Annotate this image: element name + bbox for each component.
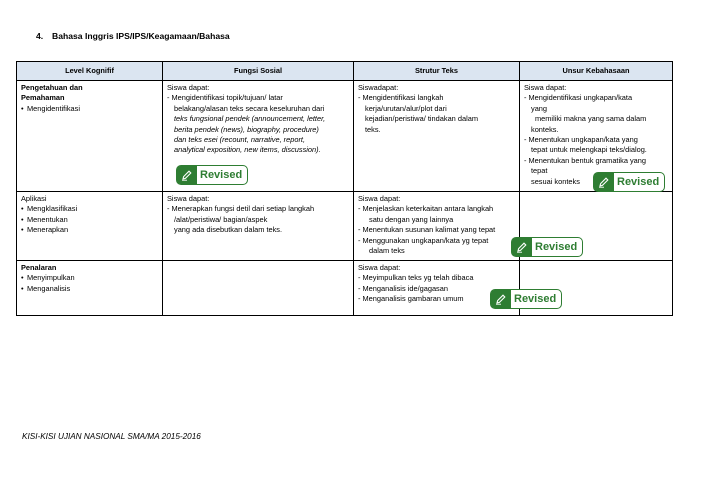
fungsi-cell	[163, 192, 354, 261]
cell-intro: Siswa dapat:	[358, 194, 401, 203]
cell-line: - Menentukan bentuk gramatika yang	[524, 155, 647, 165]
cell-line: kerja/urutan/alur/plot dari	[365, 103, 447, 113]
level-title: Pemahaman	[21, 93, 65, 103]
level-cell	[17, 192, 163, 261]
revised-stamp	[490, 289, 562, 309]
stamp-label: Revised	[200, 169, 243, 181]
cell-line: yang ada disebutkan dalam teks.	[174, 225, 283, 235]
cell-line: - Menggunakan ungkapan/kata yg tepat	[358, 235, 489, 245]
section-title: Bahasa Inggris IPS/IPS/Keagamaan/Bahasa	[52, 31, 230, 41]
stamp-label: Revised	[514, 293, 557, 305]
stamp-label: Revised	[617, 176, 660, 188]
cell-line: - Mengidentifikasi topik/tujuan/ latar	[167, 93, 283, 103]
level-title: Penalaran	[21, 263, 57, 272]
section-heading	[36, 31, 230, 41]
cell-line: konteks.	[531, 124, 559, 134]
cell-line: memiliki makna yang sama dalam	[535, 114, 647, 124]
cell-intro: Siswadapat:	[358, 83, 399, 92]
revised-stamp	[593, 172, 665, 192]
header-unsur-kebahasaan: Unsur Kebahasaan	[520, 62, 673, 81]
level-cell	[17, 261, 163, 316]
cell-line: berita pendek (news), biography, procedure)	[174, 124, 319, 134]
header-struktur-teks: Strutur Teks	[354, 62, 520, 81]
level-item: • Mengklasifikasi	[21, 204, 158, 214]
table-row	[17, 261, 673, 316]
cell-line: - Menganalisis ide/gagasan	[358, 283, 448, 293]
cell-intro: Siswa dapat:	[358, 263, 401, 272]
level-cell	[17, 81, 163, 192]
cell-intro: Siswa dapat:	[524, 83, 567, 92]
struktur-cell	[354, 192, 520, 261]
cell-line: - Menerapkan fungsi detil dari setiap langkah	[167, 204, 315, 214]
cell-intro: Siswa dapat:	[167, 194, 210, 203]
cell-line: teks.	[365, 124, 381, 134]
cell-line: - Menentukan ungkapan/kata yang	[524, 135, 638, 145]
table-row	[17, 81, 673, 192]
header-level-kognitif: Level Kognifif	[17, 62, 163, 81]
edit-pen-icon	[594, 173, 614, 191]
fungsi-cell	[163, 261, 354, 316]
level-item: • Menganalisis	[21, 284, 158, 294]
level-title: Aplikasi	[21, 194, 47, 203]
struktur-cell	[354, 81, 520, 192]
edit-pen-icon	[491, 290, 511, 308]
revised-stamp	[176, 165, 248, 185]
level-title: Pengetahuan dan	[21, 83, 83, 92]
stamp-label: Revised	[535, 241, 578, 253]
level-item: • Menerapkan	[21, 225, 158, 235]
cell-line: - Menjelaskan keterkaitan antara langkah	[358, 204, 494, 214]
edit-pen-icon	[177, 166, 197, 184]
cell-line: tepat untuk melengkapi teks/dialog.	[531, 145, 647, 155]
cell-line: - Menentukan susunan kalimat yang tepat	[358, 225, 496, 235]
cell-line: analytical exposition, new items, discussion).	[174, 145, 321, 155]
level-item: • Mengidentifikasi	[21, 104, 158, 114]
cell-line: - Mengidentifikasi langkah	[358, 93, 444, 103]
cell-line: dalam teks	[369, 246, 405, 256]
cell-line: /alat/peristiwa/ bagian/aspek	[174, 214, 268, 224]
edit-pen-icon	[512, 238, 532, 256]
cell-line: yang	[531, 103, 548, 113]
cell-line: sesuai konteks	[531, 176, 580, 186]
level-item: • Menyimpulkan	[21, 273, 158, 283]
level-item: • Menentukan	[21, 215, 158, 225]
cell-line: - Meyimpulkan teks yg telah dibaca	[358, 273, 474, 283]
cell-line: - Mengidentifikasi ungkapan/kata	[524, 93, 633, 103]
kisi-table	[16, 61, 673, 316]
cell-line: kejadian/peristiwa/ tindakan dalam	[365, 114, 478, 124]
cell-intro: Siswa dapat:	[167, 83, 210, 92]
table-header-row	[17, 62, 673, 81]
cell-line: dan teks esei (recount, narrative, report,	[174, 135, 306, 145]
revised-stamp	[511, 237, 583, 257]
cell-line: belakang/alasan teks secara keseluruhan dari	[174, 103, 325, 113]
cell-line: teks fungsional pendek (announcement, letter,	[174, 114, 326, 124]
cell-line: tepat	[531, 166, 548, 176]
page-footer: KISI-KISI UJIAN NASIONAL SMA/MA 2015-2016	[22, 432, 201, 441]
header-fungsi-sosial: Fungsi Sosial	[163, 62, 354, 81]
cell-line: satu dengan yang lainnya	[369, 214, 454, 224]
section-number: 4.	[36, 31, 44, 41]
cell-line: - Menganalisis gambaran umum	[358, 294, 464, 304]
